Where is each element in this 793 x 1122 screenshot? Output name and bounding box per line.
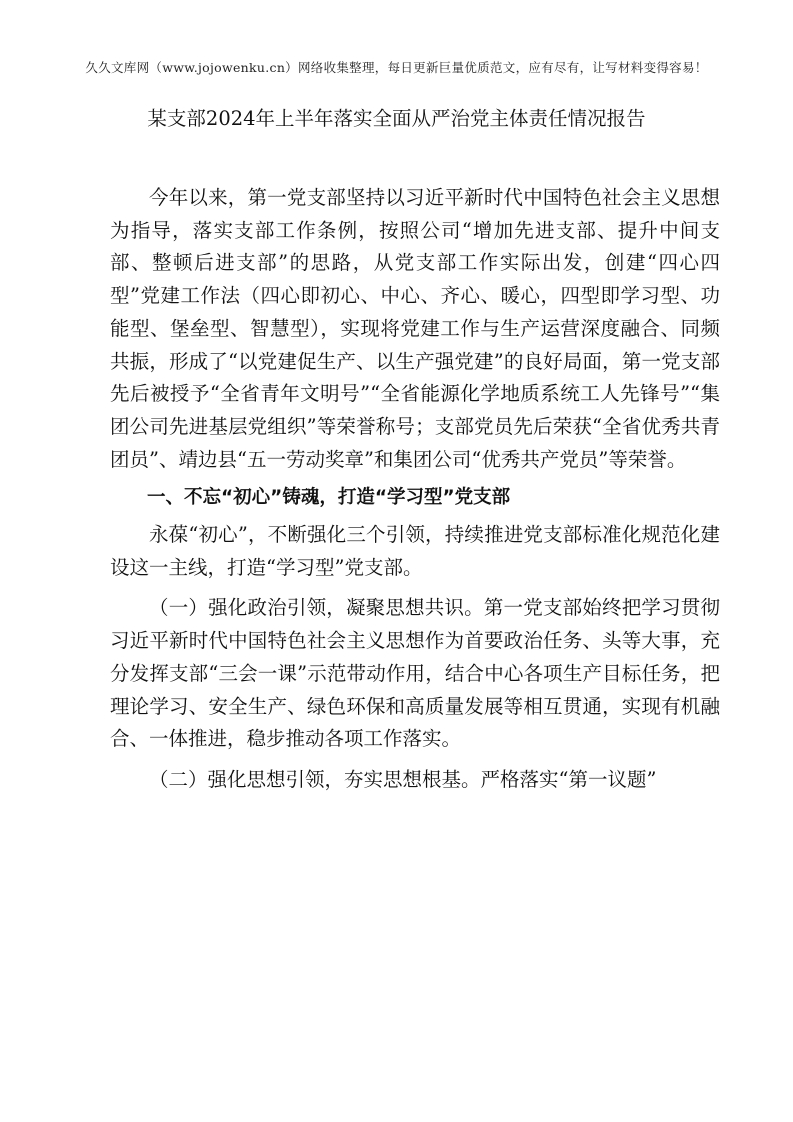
document-title: 某支部2024年上半年落实全面从严治党主体责任情况报告 xyxy=(147,107,646,130)
header-note: 久久文库网（www.jojowenku.cn）网络收集整理，每日更新巨量优质范文，应有尽有，让写材料变得容易！ xyxy=(85,60,708,75)
section-heading-1: 一、不忘“初心”铸魂，打造“学习型”党支部 xyxy=(147,487,511,509)
paragraph-subsection-1: （一）强化政治引领，凝聚思想共识。第一党支部始终把学习贯彻习近平新时代中国特色社会主义思想作为首要政治任务、头等大事，充分发挥支部“三会一课”示范带动作用，结合中心各项生产目标任务，把理论学习、安全生产、绿色环保和高质量发展等相互贯通，实现有机融合、一体推进，稳步推动各项工作落实。 xyxy=(110,596,720,751)
document-body xyxy=(110,182,720,797)
paragraph-intro: 今年以来，第一党支部坚持以习近平新时代中国特色社会主义思想为指导，落实支部工作条例，按照公司“增加先进支部、提升中间支部、整顿后进支部”的思路，从党支部工作实际出发，创建“四心四型”党建工作法（四心即初心、中心、齐心、暖心，四型即学习型、功能型、堡垒型、智慧型），实现将党建工作与生产运营深度融合、同频共振，形成了“以党建促生产、以生产强党建”的良好局面，第一党支部先后被授予“全省青年文明号”“全省能源化学地质系统工人先锋号”“集团公司先进基层党组织”等荣誉称号；支部党员先后荣获“全省优秀共青团员”、靖边县“五一劳动奖章”和集团公司“优秀共产党员”等荣誉。 xyxy=(110,186,720,471)
paragraph-section-intro: 永葆“初心”，不断强化三个引领，持续推进党支部标准化规范化建设这一主线，打造“学习型”党支部。 xyxy=(110,523,720,579)
paragraph-subsection-2: （二）强化思想引领，夯实思想根基。严格落实“第一议题” xyxy=(149,767,657,791)
